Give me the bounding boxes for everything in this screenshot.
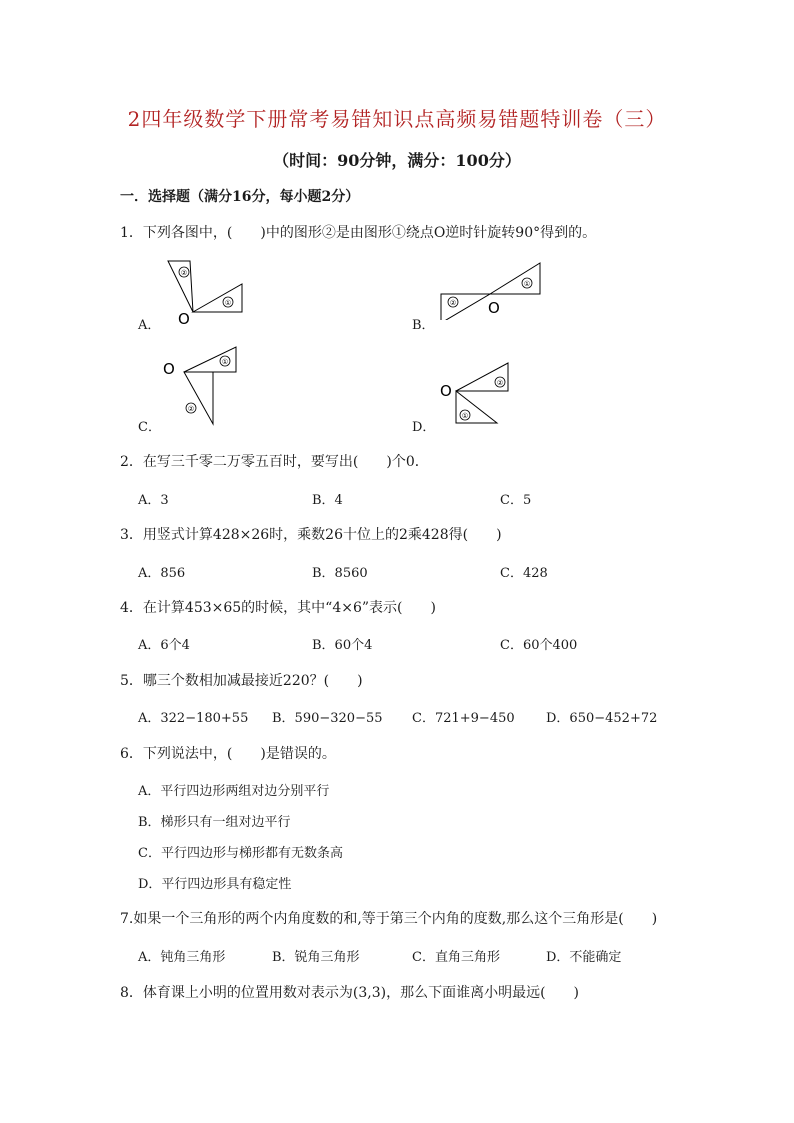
shape-2-label: ② — [187, 405, 195, 413]
q6-option-a[interactable]: A．平行四边形两组对边分别平行 — [138, 784, 330, 799]
q2-option-a[interactable]: A．3 — [138, 493, 169, 508]
q5-option-a[interactable]: A．322−180+55 — [138, 711, 249, 726]
q4-option-a[interactable]: A．6个4 — [138, 638, 190, 653]
q7-option-a[interactable]: A．钝角三角形 — [138, 950, 226, 965]
page-title: 2四年级数学下册常考易错知识点高频易错题特训卷（三） — [127, 107, 667, 131]
point-o-label: O — [440, 382, 452, 400]
question-8: 8．体育课上小明的位置用数对表示为(3,3)，那么下面谁离小明最远( ) — [120, 985, 580, 1001]
q6-option-c[interactable]: C．平行四边形与梯形都有无数条高 — [138, 846, 343, 861]
q4-option-b[interactable]: B．60个4 — [312, 638, 373, 653]
exam-info: （时间：90分钟，满分：100分） — [273, 151, 521, 170]
shape-2-label: ② — [449, 299, 457, 307]
q7-option-d[interactable]: D．不能确定 — [546, 950, 622, 965]
question-4: 4．在计算453×65的时候，其中“4×6”表示( ) — [120, 600, 436, 616]
shape-2-label: ② — [496, 379, 504, 387]
question-3: 3．用竖式计算428×26时，乘数26十位上的2乘428得( ) — [120, 527, 502, 543]
q2-option-b[interactable]: B．4 — [312, 493, 343, 508]
q1-option-d[interactable]: D． — [412, 420, 436, 435]
q2-option-c[interactable]: C．5 — [500, 493, 532, 508]
q1-figure-c — [160, 345, 250, 430]
shape-1-label: ① — [461, 412, 469, 420]
q5-option-d[interactable]: D．650−452+72 — [546, 711, 658, 726]
q6-option-d[interactable]: D．平行四边形具有稳定性 — [138, 877, 292, 892]
point-o-label: O — [178, 310, 190, 328]
question-1: 1．下列各图中，( )中的图形②是由图形①绕点O逆时针旋转90°得到的。 — [120, 225, 597, 241]
q5-option-c[interactable]: C．721+9−450 — [412, 711, 515, 726]
q1-option-c[interactable]: C． — [138, 420, 161, 435]
question-5: 5．哪三个数相加减最接近220？( ) — [120, 673, 363, 689]
q1-option-b[interactable]: B． — [412, 318, 435, 333]
shape-1-label: ① — [523, 280, 531, 288]
question-2: 2．在写三千零二万零五百时，要写出( )个0． — [120, 454, 429, 470]
q5-option-b[interactable]: B．590−320−55 — [272, 711, 383, 726]
shape-2-label: ② — [180, 269, 188, 277]
point-o-label: O — [163, 360, 175, 378]
section-heading: 一．选择题（满分16分，每小题2分） — [120, 189, 360, 205]
q3-option-a[interactable]: A．856 — [138, 566, 186, 581]
shape-1-label: ① — [221, 358, 229, 366]
q1-figure-a — [160, 258, 260, 328]
point-o-label: O — [488, 299, 500, 317]
q3-option-c[interactable]: C．428 — [500, 566, 548, 581]
q3-option-b[interactable]: B．8560 — [312, 566, 368, 581]
q1-figure-b — [438, 260, 548, 320]
q1-figure-d — [438, 360, 518, 430]
question-6: 6．下列说法中，( )是错误的。 — [120, 746, 336, 762]
q4-option-c[interactable]: C．60个400 — [500, 638, 578, 653]
q7-option-c[interactable]: C．直角三角形 — [412, 950, 500, 965]
question-7: 7.如果一个三角形的两个内角度数的和,等于第三个内角的度数,那么这个三角形是( ) — [120, 911, 658, 927]
q1-option-a[interactable]: A． — [138, 318, 161, 333]
q7-option-b[interactable]: B．锐角三角形 — [272, 950, 360, 965]
q6-option-b[interactable]: B．梯形只有一组对边平行 — [138, 815, 291, 830]
shape-1-label: ① — [224, 299, 232, 307]
